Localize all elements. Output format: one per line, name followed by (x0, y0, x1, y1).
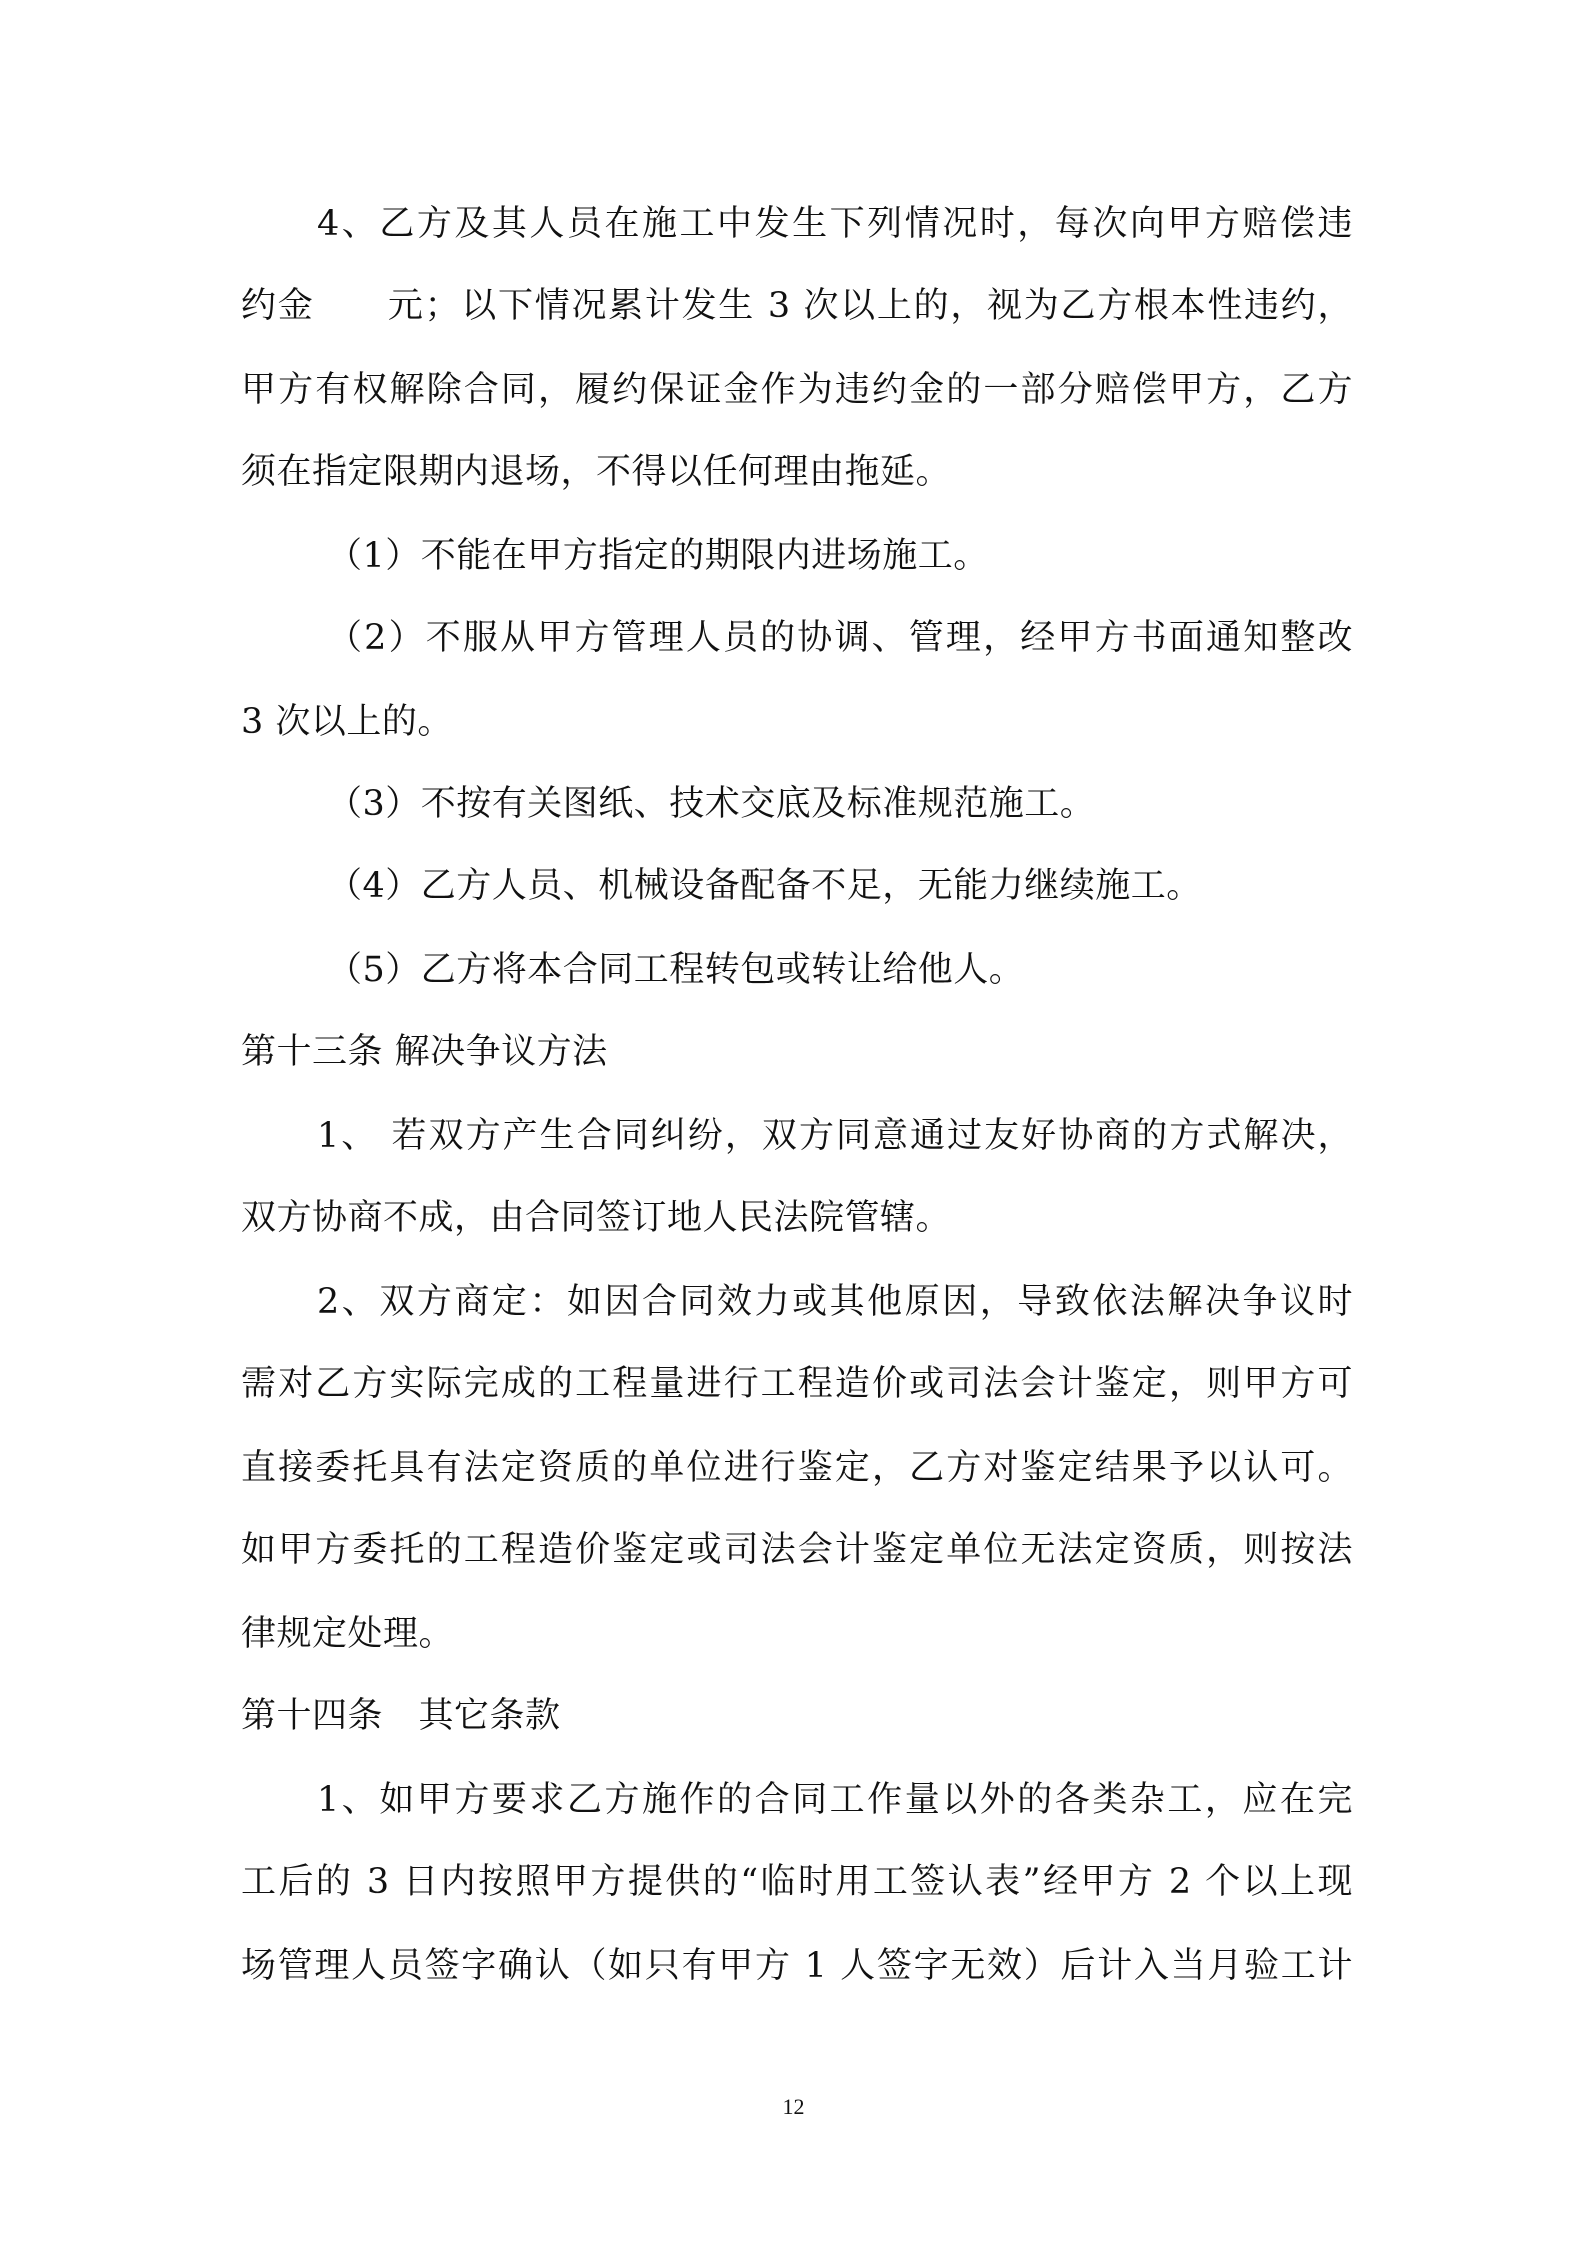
paragraph-line: 直接委托具有法定资质的单位进行鉴定，乙方对鉴定结果予以认可。 (241, 1448, 1353, 1488)
paragraph-line: 需对乙方实际完成的工程量进行工程造价或司法会计鉴定，则甲方可 (241, 1364, 1353, 1404)
paragraph-line: 甲方有权解除合同，履约保证金作为违约金的一部分赔偿甲方，乙方 (241, 370, 1353, 410)
section-heading: 第十四条 其它条款 (241, 1696, 561, 1736)
list-item-line: （5）乙方将本合同工程转包或转让给他人。 (327, 950, 1025, 990)
paragraph-line: 2、双方商定：如因合同效力或其他原因，导致依法解决争议时 (317, 1282, 1353, 1322)
paragraph-line: 律规定处理。 (241, 1614, 455, 1654)
paragraph-line: 4、乙方及其人员在施工中发生下列情况时，每次向甲方赔偿违 (317, 204, 1353, 244)
section-heading: 第十三条 解决争议方法 (241, 1032, 608, 1072)
paragraph-line: 约金 元；以下情况累计发生 3 次以上的，视为乙方根本性违约， (241, 286, 1353, 326)
paragraph-line: 场管理人员签字确认（如只有甲方 1 人签字无效）后计入当月验工计 (241, 1946, 1353, 1986)
paragraph-line: 工后的 3 日内按照甲方提供的“临时用工签认表”经甲方 2 个以上现 (241, 1862, 1353, 1902)
paragraph-line: 如甲方委托的工程造价鉴定或司法会计鉴定单位无法定资质，则按法 (241, 1530, 1353, 1570)
list-item-line: （2）不服从甲方管理人员的协调、管理，经甲方书面通知整改 (327, 618, 1353, 658)
page-number: 12 (782, 2094, 805, 2119)
paragraph-line: 1、 若双方产生合同纠纷，双方同意通过友好协商的方式解决， (317, 1116, 1353, 1156)
list-item-line: （4）乙方人员、机械设备配备不足，无能力继续施工。 (327, 866, 1202, 906)
paragraph-line: 1、如甲方要求乙方施作的合同工作量以外的各类杂工，应在完 (317, 1780, 1353, 1820)
paragraph-line: 双方协商不成，由合同签订地人民法院管辖。 (241, 1198, 952, 1238)
list-item-line: （1）不能在甲方指定的期限内进场施工。 (327, 536, 989, 576)
paragraph-line: 须在指定限期内退场，不得以任何理由拖延。 (241, 452, 952, 492)
list-item-line: （3）不按有关图纸、技术交底及标准规范施工。 (327, 784, 1096, 824)
list-item-line: 3 次以上的。 (241, 702, 453, 742)
